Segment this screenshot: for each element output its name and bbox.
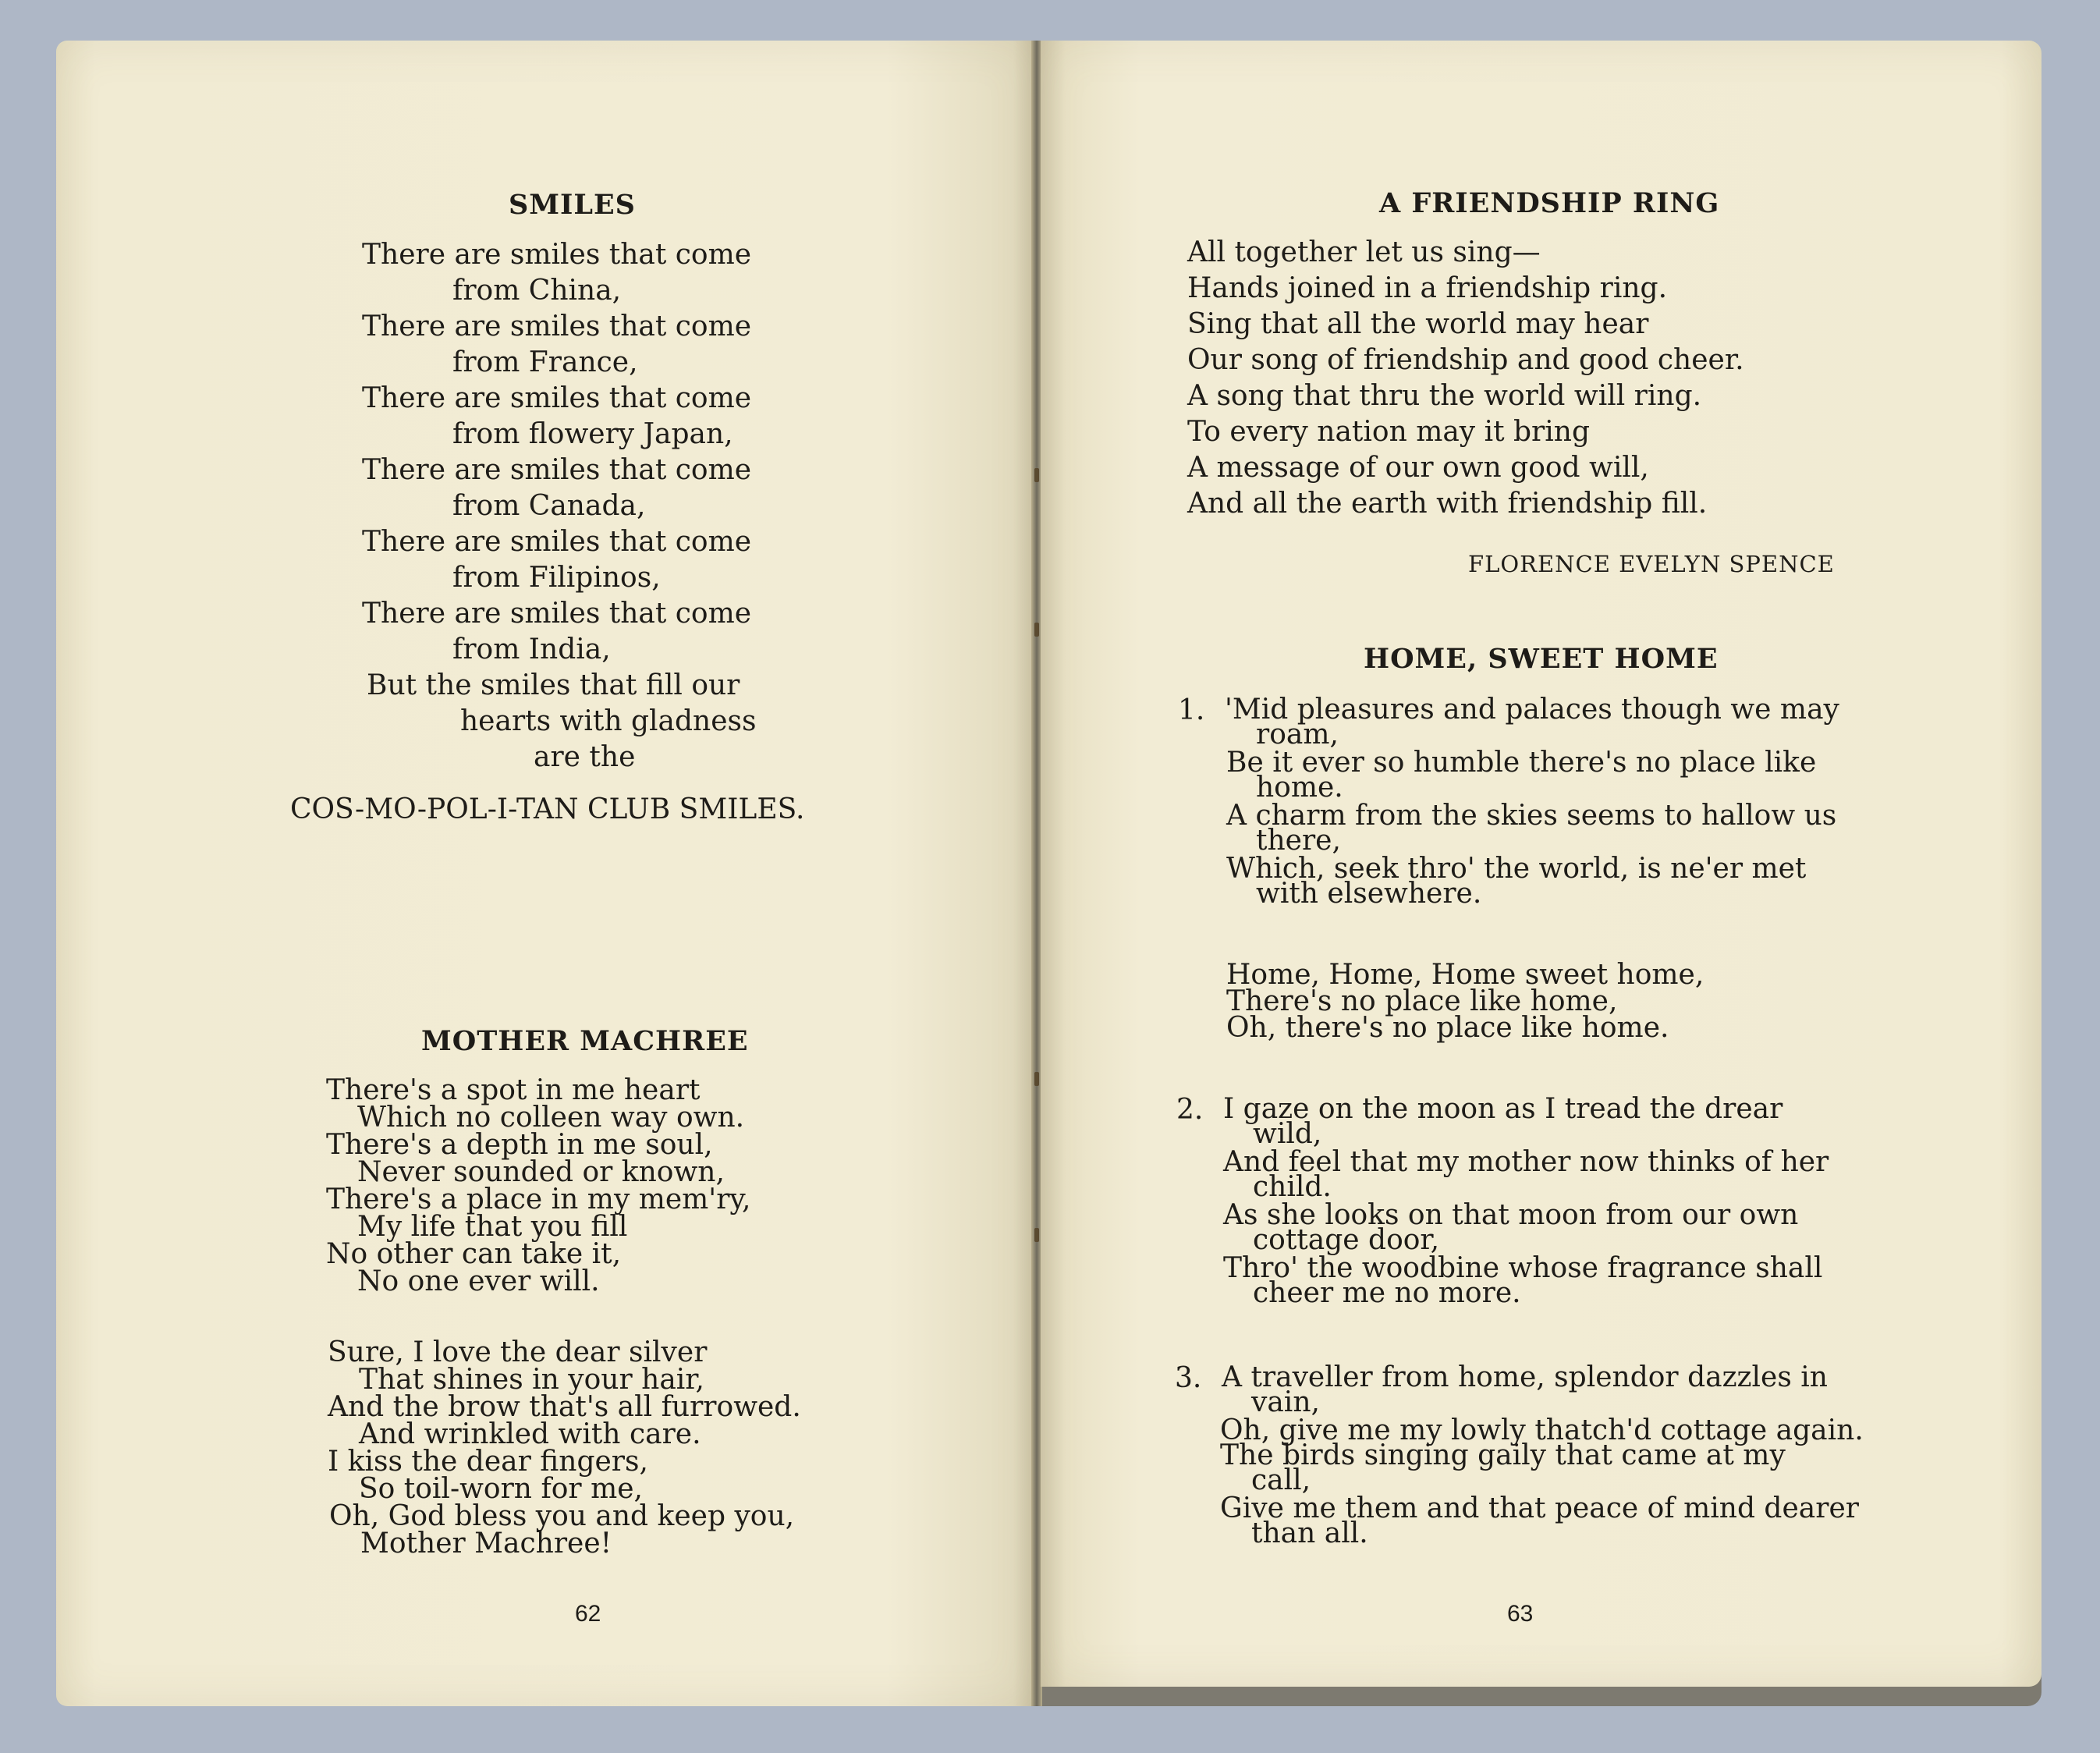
poem-line: hearts with gladness xyxy=(460,705,757,737)
poem-line: There are smiles that come xyxy=(362,454,752,486)
poem-line: My life that you fill xyxy=(357,1211,628,1243)
poem-title-friendship-ring: A FRIENDSHIP RING xyxy=(1379,187,1720,219)
verse-line: wild, xyxy=(1253,1118,1322,1150)
poem-line: No one ever will. xyxy=(357,1265,600,1297)
poem-line: And wrinkled with care. xyxy=(359,1418,701,1450)
verse-line: A traveller from home, splendor dazzles in xyxy=(1222,1361,1828,1393)
binding-stitch xyxy=(1034,623,1039,637)
binding-stitch xyxy=(1034,468,1039,482)
chorus-line: Oh, there's no place like home. xyxy=(1226,1012,1669,1044)
verse-line: Thro' the woodbine whose fragrance shall xyxy=(1223,1252,1823,1284)
poem-line: from Filipinos, xyxy=(452,562,661,594)
poem-line: Oh, God bless you and keep you, xyxy=(329,1500,795,1532)
poem-line: There are smiles that come xyxy=(362,239,752,271)
verse-line: As she looks on that moon from our own xyxy=(1223,1199,1799,1231)
poem-author: FLORENCE EVELYN SPENCE xyxy=(1468,551,1835,577)
poem-line: There are smiles that come xyxy=(362,526,752,558)
verse-line: there, xyxy=(1256,825,1341,857)
open-book xyxy=(56,41,2041,1706)
page-number: 62 xyxy=(575,1601,601,1627)
poem-line: There are smiles that come xyxy=(362,598,752,630)
right-page xyxy=(1041,41,2041,1687)
verse-line: Which, seek thro' the world, is ne'er met xyxy=(1226,853,1807,885)
binding-stitch xyxy=(1034,1072,1039,1086)
poem-line: from China, xyxy=(452,275,622,307)
verse-line: with elsewhere. xyxy=(1256,878,1482,910)
verse-line: than all. xyxy=(1251,1517,1368,1549)
poem-line: No other can take it, xyxy=(326,1238,622,1270)
poem-line: I kiss the dear fingers, xyxy=(328,1446,648,1478)
verse-number: 2. xyxy=(1176,1094,1204,1126)
verse-line: And feel that my mother now thinks of her xyxy=(1223,1146,1829,1178)
poem-line: To every nation may it bring xyxy=(1187,416,1591,448)
poem-line: from Canada, xyxy=(452,490,646,522)
poem-title-mother-machree: MOTHER MACHREE xyxy=(421,1025,749,1057)
poem-line: from France, xyxy=(452,346,638,378)
poem-line: And the brow that's all furrowed. xyxy=(328,1391,801,1423)
poem-line: A song that thru the world will ring. xyxy=(1187,380,1702,412)
poem-line: There's a spot in me heart xyxy=(326,1074,701,1106)
verse-line: home. xyxy=(1256,772,1343,804)
poem-line: All together let us sing— xyxy=(1187,236,1541,268)
poem-line: That shines in your hair, xyxy=(359,1364,705,1396)
verse-line: I gaze on the moon as I tread the drear xyxy=(1223,1093,1783,1125)
poem-line: So toil-worn for me, xyxy=(359,1473,643,1505)
poem-title-smiles: SMILES xyxy=(509,189,636,221)
poem-line: from flowery Japan, xyxy=(452,418,733,450)
verse-line: roam, xyxy=(1256,719,1339,751)
poem-line: There's a depth in me soul, xyxy=(326,1129,713,1161)
verse-line: vain, xyxy=(1251,1386,1320,1418)
verse-line: Be it ever so humble there's no place like xyxy=(1226,747,1817,779)
poem-line: There's a place in my mem'ry, xyxy=(326,1183,751,1215)
poem-line: from India, xyxy=(452,633,611,665)
poem-line: There are smiles that come xyxy=(362,382,752,414)
left-page xyxy=(56,41,1033,1706)
poem-line: There are smiles that come xyxy=(362,311,752,342)
verse-line: cheer me no more. xyxy=(1253,1277,1521,1309)
verse-line: A charm from the skies seems to hallow us xyxy=(1226,800,1837,832)
verse-line: The birds singing gaily that came at my xyxy=(1220,1439,1786,1471)
binding-stitch xyxy=(1034,1228,1039,1242)
poem-title-home-sweet-home: HOME, SWEET HOME xyxy=(1364,643,1719,675)
poem-line: But the smiles that fill our xyxy=(367,669,740,701)
poem-line: Sing that all the world may hear xyxy=(1187,308,1649,340)
verse-line: child. xyxy=(1253,1171,1332,1203)
poem-line: Sure, I love the dear silver xyxy=(328,1336,708,1368)
verse-line: cottage door, xyxy=(1253,1224,1440,1256)
chorus-line: There's no place like home, xyxy=(1226,985,1618,1017)
poem-line: Mother Machree! xyxy=(360,1528,612,1560)
verse-line: Oh, give me my lowly thatch'd cottage again. xyxy=(1220,1414,1864,1446)
poem-line: A message of our own good will, xyxy=(1187,452,1649,484)
poem-line: Our song of friendship and good cheer. xyxy=(1187,344,1744,376)
verse-line: Give me them and that peace of mind dearer xyxy=(1220,1492,1859,1524)
chorus-line: Home, Home, Home sweet home, xyxy=(1226,959,1704,991)
poem-line: COS-MO-POL-I-TAN CLUB SMILES. xyxy=(290,793,805,825)
verse-line: 'Mid pleasures and palaces though we may xyxy=(1225,694,1839,726)
poem-line: Hands joined in a friendship ring. xyxy=(1187,272,1668,304)
poem-line: Never sounded or known, xyxy=(357,1156,725,1188)
verse-number: 3. xyxy=(1175,1362,1202,1394)
page-number: 63 xyxy=(1507,1601,1534,1627)
poem-line: are the xyxy=(534,741,636,773)
poem-line: Which no colleen way own. xyxy=(357,1102,745,1134)
poem-line: And all the earth with friendship fill. xyxy=(1187,488,1708,520)
verse-number: 1. xyxy=(1178,694,1205,726)
verse-line: call, xyxy=(1251,1464,1311,1496)
